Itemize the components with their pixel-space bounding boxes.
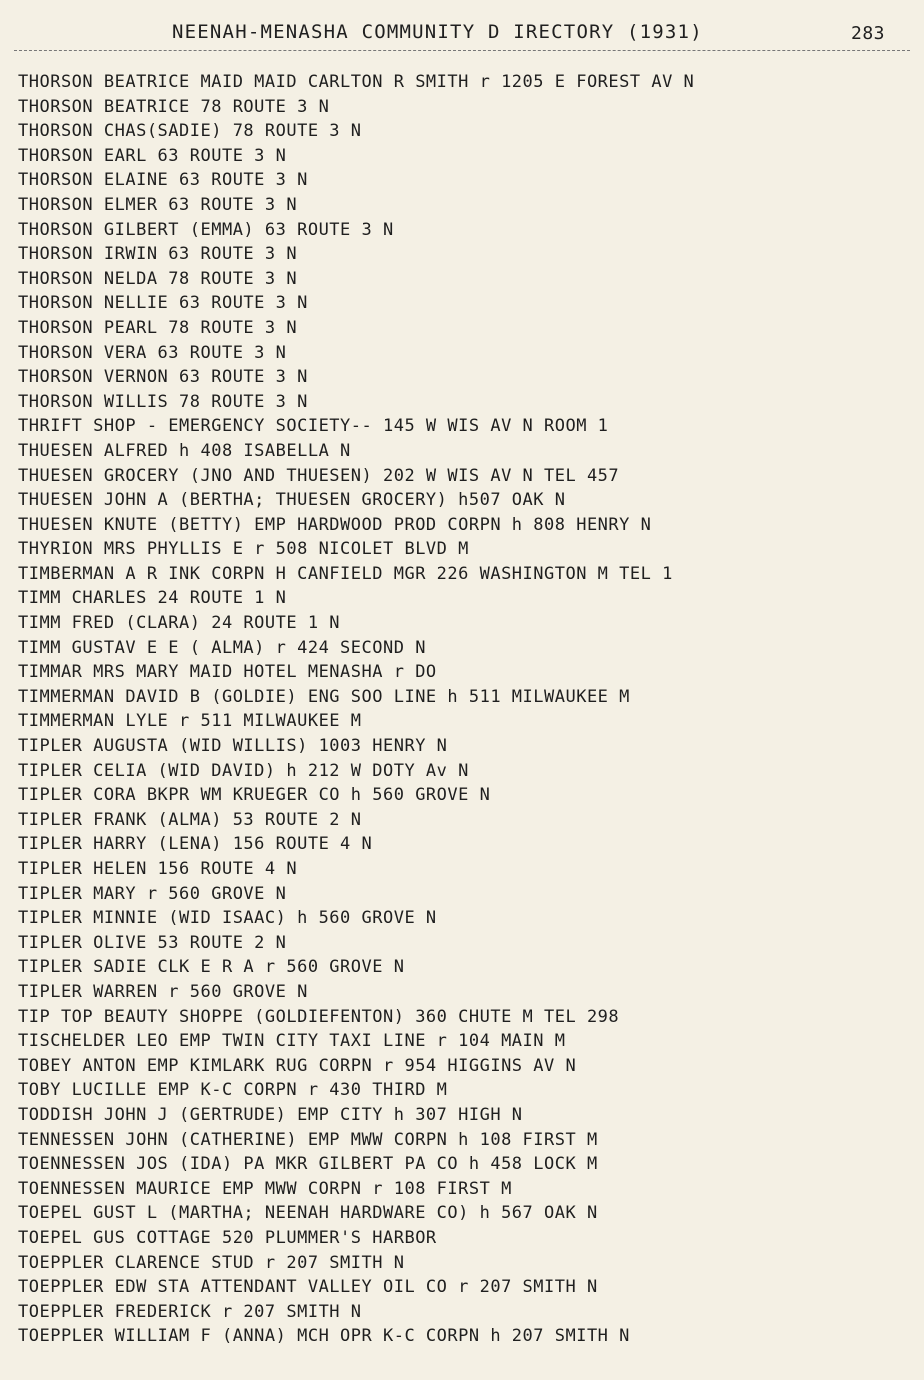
directory-entry: TISCHELDER LEO EMP TWIN CITY TAXI LINE r 104 MAIN M [18,1031,566,1052]
directory-entry: TIPLER SADIE CLK E R A r 560 GROVE N [18,957,405,978]
page-header [0,18,924,52]
directory-entry: THORSON EARL 63 ROUTE 3 N [18,145,287,166]
directory-entry: THORSON BEATRICE MAID MAID CARLTON R SMITH r 1205 E FOREST AV N [18,72,695,92]
directory-entry: TOEPPLER CLARENCE STUD r 207 SMITH N [18,1252,405,1273]
directory-entry: THORSON NELDA 78 ROUTE 3 N [18,268,298,289]
directory-entry: TIPLER AUGUSTA (WID WILLIS) 1003 HENRY N [18,736,448,757]
directory-entry: THUESEN KNUTE (BETTY) EMP HARDWOOD PROD CORPN h 808 HENRY N [18,514,652,535]
directory-entry: TENNESSEN JOHN (CATHERINE) EMP MWW CORPN h 108 FIRST M [18,1129,598,1150]
page-number: 283 [851,23,886,44]
directory-entry: THORSON BEATRICE 78 ROUTE 3 N [18,96,330,117]
directory-entry: TOEPEL GUS COTTAGE 520 PLUMMER'S HARBOR [18,1227,437,1248]
directory-entry: TIMBERMAN A R INK CORPN H CANFIELD MGR 226 WASHINGTON M TEL 1 [18,563,673,584]
directory-entry: TIPLER WARREN r 560 GROVE N [18,981,308,1002]
page-title: NEENAH-MENASHA COMMUNITY D IRECTORY (1931) [172,21,703,43]
directory-entry: TIMM GUSTAV E E ( ALMA) r 424 SECOND N [18,637,426,658]
directory-entry: TOBEY ANTON EMP KIMLARK RUG CORPN r 954 HIGGINS AV N [18,1055,577,1076]
directory-entry: THORSON VERA 63 ROUTE 3 N [18,342,287,363]
directory-entry: THORSON ELMER 63 ROUTE 3 N [18,194,298,215]
directory-entry: TOENNESSEN MAURICE EMP MWW CORPN r 108 FIRST M [18,1178,512,1199]
directory-entry: TIMMERMAN DAVID B (GOLDIE) ENG SOO LINE h 511 MILWAUKEE M [18,686,630,707]
directory-entry: THYRION MRS PHYLLIS E r 508 NICOLET BLVD M [18,539,469,560]
directory-entry: TIPLER MARY r 560 GROVE N [18,883,287,904]
directory-entry: TOEPEL GUST L (MARTHA; NEENAH HARDWARE CO) h 567 OAK N [18,1203,598,1224]
directory-entries [18,70,908,1349]
directory-entry: TIPLER FRANK (ALMA) 53 ROUTE 2 N [18,809,362,830]
directory-entry: TOENNESSEN JOS (IDA) PA MKR GILBERT PA CO h 458 LOCK M [18,1154,598,1175]
directory-entry: TIPLER OLIVE 53 ROUTE 2 N [18,932,287,953]
directory-entry: THORSON NELLIE 63 ROUTE 3 N [18,293,308,314]
directory-entry: THUESEN ALFRED h 408 ISABELLA N [18,440,351,461]
directory-entry: TIMM FRED (CLARA) 24 ROUTE 1 N [18,613,341,634]
directory-entry: TIP TOP BEAUTY SHOPPE (GOLDIEFENTON) 360 CHUTE M TEL 298 [18,1006,620,1027]
directory-entry: TOEPPLER WILLIAM F (ANNA) MCH OPR K-C CORPN h 207 SMITH N [18,1326,630,1347]
directory-entry: TIMMAR MRS MARY MAID HOTEL MENASHA r DO [18,662,437,683]
directory-entry: THRIFT SHOP - EMERGENCY SOCIETY-- 145 W WIS AV N ROOM 1 [18,416,609,437]
directory-entry: TODDISH JOHN J (GERTRUDE) EMP CITY h 307 HIGH N [18,1104,523,1125]
directory-entry: TIMMERMAN LYLE r 511 MILWAUKEE M [18,711,362,732]
directory-entry: TIPLER CELIA (WID DAVID) h 212 W DOTY Av N [18,760,469,781]
directory-entry: THORSON CHAS(SADIE) 78 ROUTE 3 N [18,121,362,142]
directory-entry: TOEPPLER FREDERICK r 207 SMITH N [18,1301,362,1322]
directory-entry: THORSON WILLIS 78 ROUTE 3 N [18,391,308,412]
directory-entry: THORSON IRWIN 63 ROUTE 3 N [18,244,298,265]
directory-entry: TIPLER CORA BKPR WM KRUEGER CO h 560 GROVE N [18,785,491,806]
directory-entry: THORSON ELAINE 63 ROUTE 3 N [18,170,308,191]
directory-entry: THUESEN JOHN A (BERTHA; THUESEN GROCERY) h507 OAK N [18,490,566,511]
directory-entry: TIPLER MINNIE (WID ISAAC) h 560 GROVE N [18,908,437,929]
directory-entry: TOBY LUCILLE EMP K-C CORPN r 430 THIRD M [18,1080,448,1101]
directory-entry: THUESEN GROCERY (JNO AND THUESEN) 202 W WIS AV N TEL 457 [18,465,620,486]
directory-entry: THORSON VERNON 63 ROUTE 3 N [18,367,308,388]
directory-entry: TOEPPLER EDW STA ATTENDANT VALLEY OIL CO r 207 SMITH N [18,1277,598,1298]
header-divider [14,50,910,51]
directory-entry: TIPLER HELEN 156 ROUTE 4 N [18,859,298,879]
directory-entry: TIPLER HARRY (LENA) 156 ROUTE 4 N [18,834,373,855]
directory-entry: THORSON GILBERT (EMMA) 63 ROUTE 3 N [18,219,394,240]
directory-entry: TIMM CHARLES 24 ROUTE 1 N [18,588,287,609]
directory-entry: THORSON PEARL 78 ROUTE 3 N [18,317,298,338]
